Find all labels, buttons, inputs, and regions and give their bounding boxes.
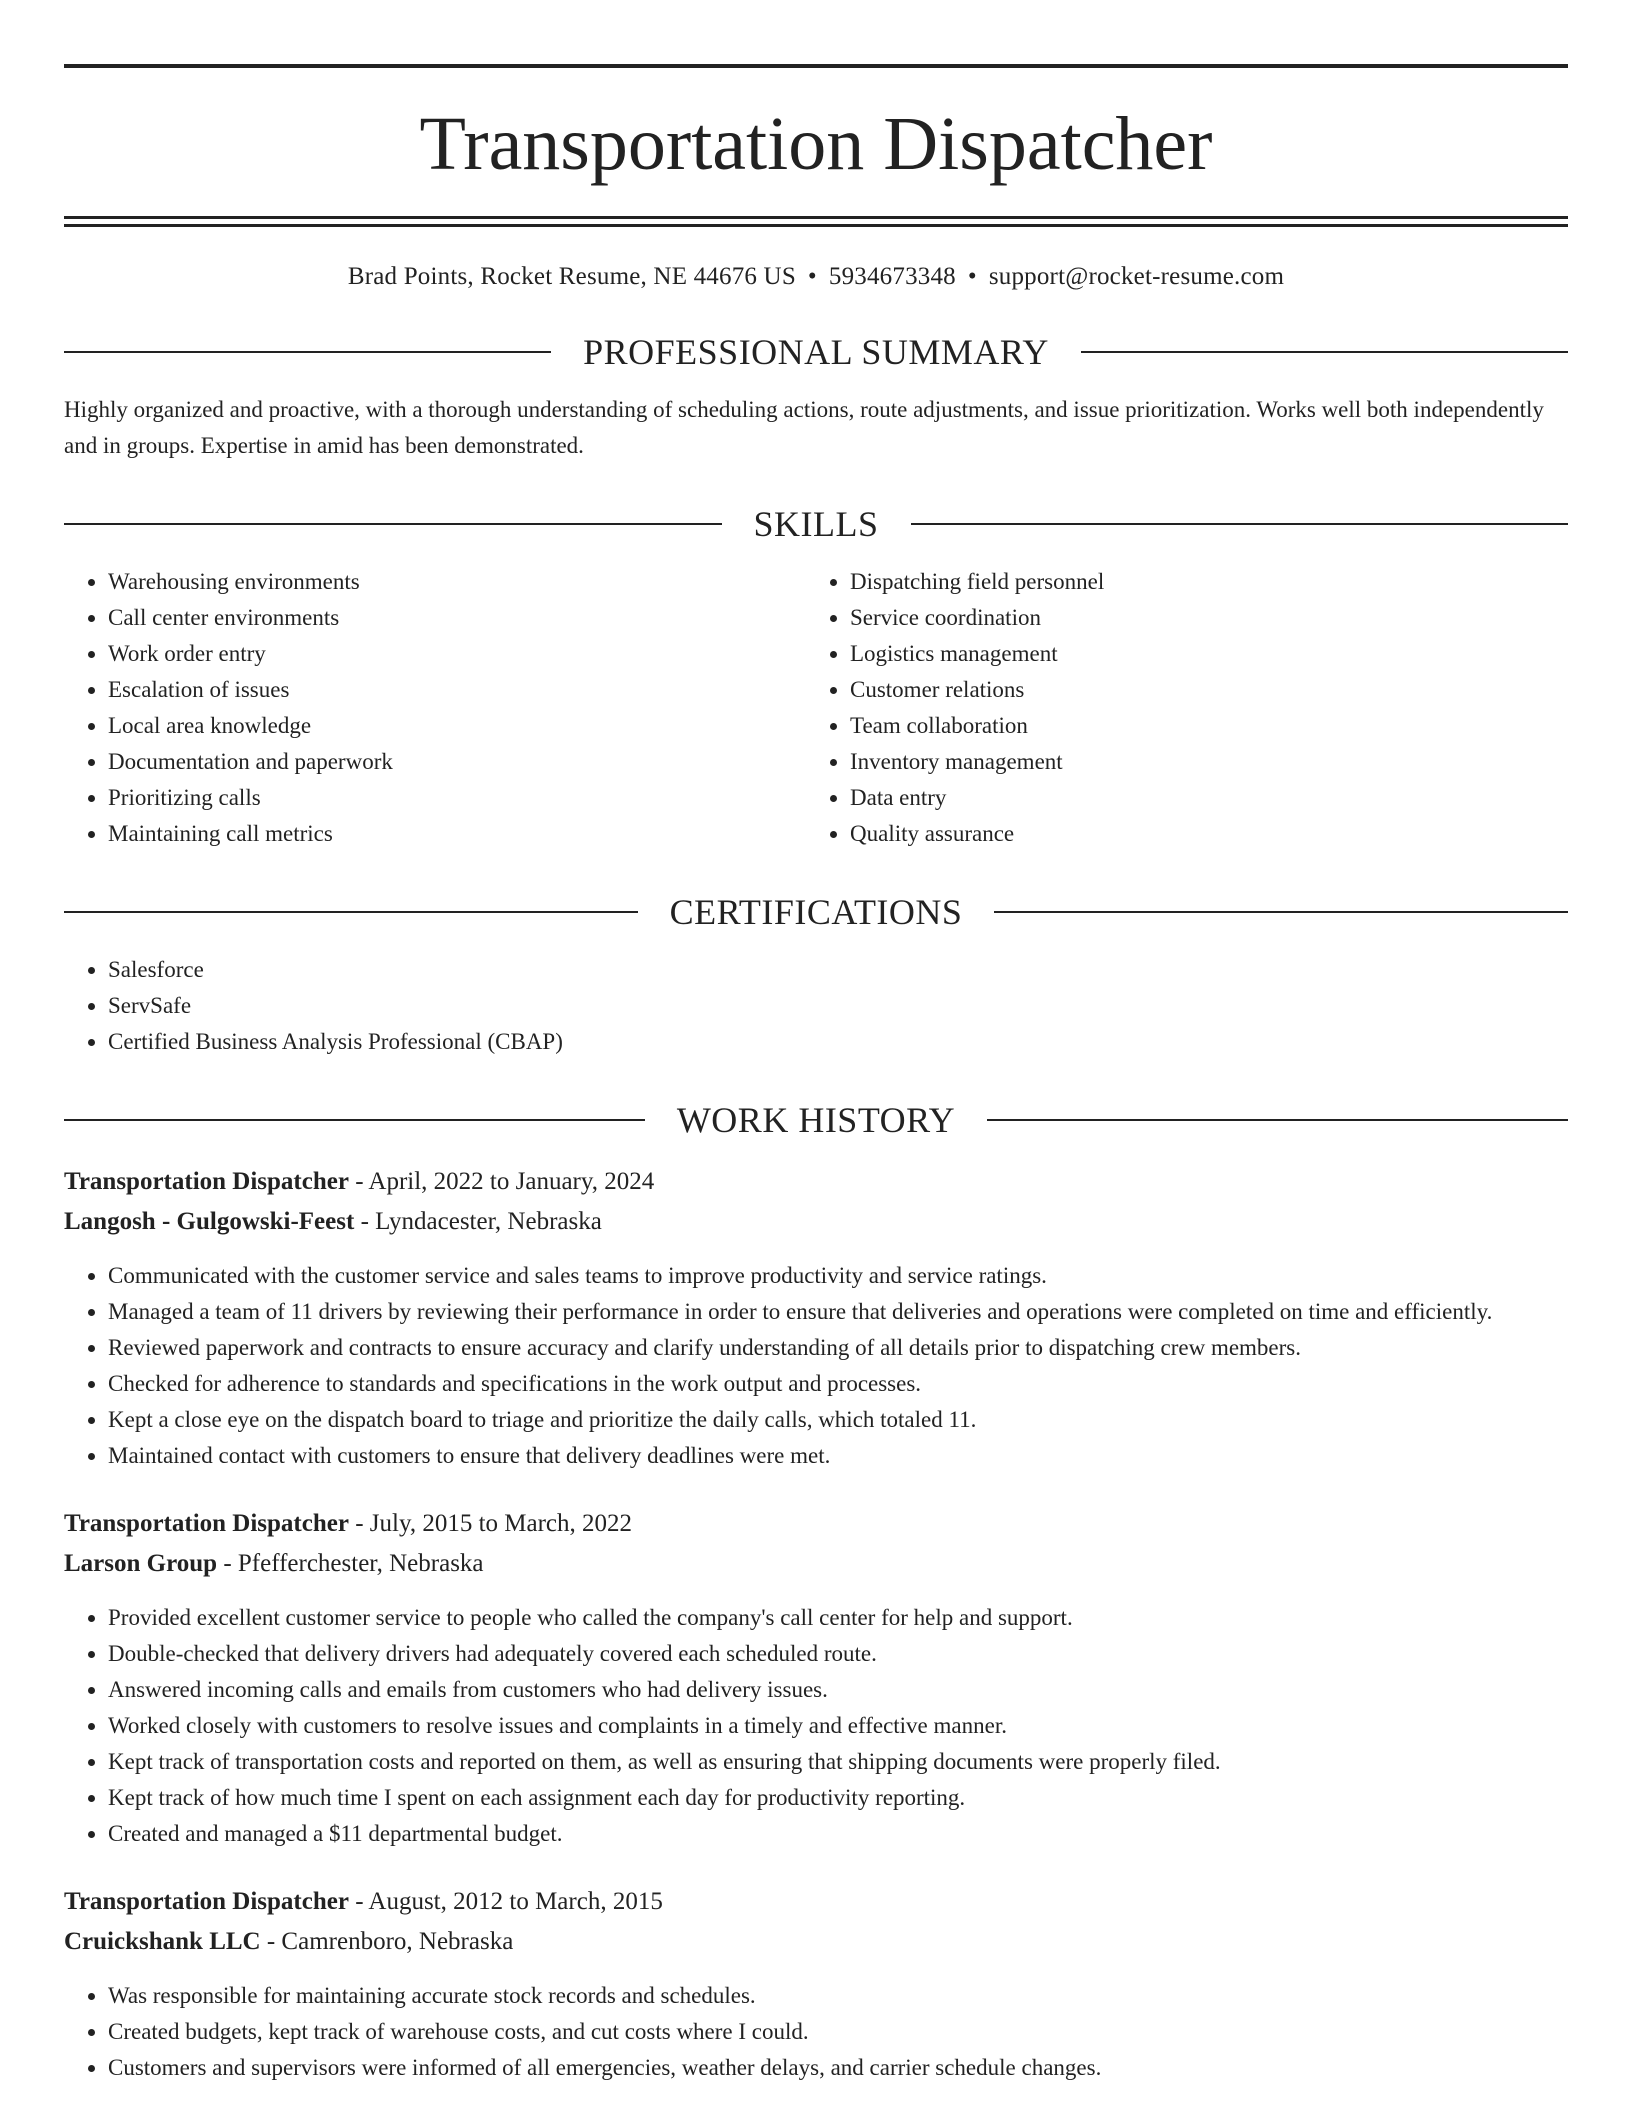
section-heading-skills xyxy=(64,506,1568,542)
top-rule xyxy=(64,64,1568,68)
job-bullet: • Reviewed paperwork and contracts to ensure accuracy and clarify understanding of all details prior to dispatching crew members. xyxy=(108,1330,1568,1366)
skill-item: • Warehousing environments xyxy=(108,564,806,600)
contact-address: Brad Points, Rocket Resume, NE 44676 US xyxy=(347,263,796,290)
contact-line xyxy=(64,262,1568,292)
job-title: Transportation Dispatcher xyxy=(64,1510,349,1537)
job-dates: - August, 2012 to March, 2015 xyxy=(348,1888,663,1915)
skill-item: • Local area knowledge xyxy=(108,708,806,744)
divider-line xyxy=(64,911,638,913)
job-title-line xyxy=(64,1504,1568,1544)
job-bullets xyxy=(64,1258,1568,1474)
contact-phone: 5934673348 xyxy=(828,263,956,290)
skills-list-left xyxy=(64,564,806,852)
section-title: SKILLS xyxy=(753,504,879,544)
certifications-block xyxy=(64,952,1568,1060)
skill-item: • Team collaboration xyxy=(850,708,1548,744)
job-bullet: • Managed a team of 11 drivers by reviewing their performance in order to ensure that deliveries and operations were completed on time and efficiently. xyxy=(108,1294,1568,1330)
job-dates: - April, 2022 to January, 2024 xyxy=(348,1168,655,1195)
skills-column-left xyxy=(64,564,806,852)
divider-line xyxy=(1081,351,1568,353)
skill-item: • Prioritizing calls xyxy=(108,780,806,816)
skills-columns xyxy=(64,564,1568,852)
job-location: - Lyndacester, Nebraska xyxy=(354,1208,602,1235)
divider-line xyxy=(64,523,722,525)
skill-item: • Logistics management xyxy=(850,636,1548,672)
skill-item: • Service coordination xyxy=(850,600,1548,636)
skill-item: • Call center environments xyxy=(108,600,806,636)
contact-separator: • xyxy=(967,263,977,290)
section-title: WORK HISTORY xyxy=(676,1100,956,1140)
job-title: Transportation Dispatcher xyxy=(64,1888,349,1915)
job-bullet: • Kept track of transportation costs and reported on them, as well as ensuring that shipping documents were properly filed. xyxy=(108,1744,1568,1780)
section-heading-certifications xyxy=(64,894,1568,930)
section-heading-summary xyxy=(64,334,1568,370)
job-company-line xyxy=(64,1922,1568,1962)
job-bullet: • Maintained contact with customers to ensure that delivery deadlines were met. xyxy=(108,1438,1568,1474)
job-entry xyxy=(64,1162,1568,1474)
title-double-rule xyxy=(64,216,1568,227)
section-heading-work-history xyxy=(64,1102,1568,1138)
divider-line xyxy=(64,1119,645,1121)
job-bullet: • Answered incoming calls and emails from customers who had delivery issues. xyxy=(108,1672,1568,1708)
job-title-line xyxy=(64,1162,1568,1202)
certification-item: • Salesforce xyxy=(108,952,1568,988)
job-bullet: • Created budgets, kept track of warehouse costs, and cut costs where I could. xyxy=(108,2014,1568,2050)
job-bullet: • Was responsible for maintaining accurate stock records and schedules. xyxy=(108,1978,1568,2014)
job-company-line xyxy=(64,1202,1568,1242)
job-bullet: • Created and managed a $11 departmental budget. xyxy=(108,1816,1568,1852)
job-dates: - July, 2015 to March, 2022 xyxy=(348,1510,633,1537)
job-company: Langosh - Gulgowski-Feest xyxy=(64,1208,355,1235)
skill-item: • Data entry xyxy=(850,780,1548,816)
certification-item: • Certified Business Analysis Professional (CBAP) xyxy=(108,1024,1568,1060)
job-company-line xyxy=(64,1544,1568,1584)
job-title-line xyxy=(64,1882,1568,1922)
skills-column-right xyxy=(806,564,1548,852)
job-bullet: • Kept track of how much time I spent on each assignment each day for productivity reporting. xyxy=(108,1780,1568,1816)
divider-line xyxy=(987,1119,1568,1121)
job-bullet: • Provided excellent customer service to people who called the company's call center for help and support. xyxy=(108,1600,1568,1636)
skill-item: • Maintaining call metrics xyxy=(108,816,806,852)
section-title: CERTIFICATIONS xyxy=(669,892,963,932)
job-entry xyxy=(64,1882,1568,2086)
divider-line xyxy=(64,351,551,353)
contact-separator: • xyxy=(807,263,817,290)
skill-item: • Customer relations xyxy=(850,672,1548,708)
job-entry xyxy=(64,1504,1568,1852)
contact-email: support@rocket-resume.com xyxy=(988,263,1285,290)
resume-title: Transportation Dispatcher xyxy=(419,102,1213,186)
skill-item: • Documentation and paperwork xyxy=(108,744,806,780)
divider-line xyxy=(994,911,1568,913)
section-title: PROFESSIONAL SUMMARY xyxy=(583,332,1049,372)
skill-item: • Work order entry xyxy=(108,636,806,672)
job-bullet: • Double-checked that delivery drivers had adequately covered each scheduled route. xyxy=(108,1636,1568,1672)
job-company: Larson Group xyxy=(64,1550,218,1577)
certifications-list xyxy=(64,952,1568,1060)
skills-list-right xyxy=(806,564,1548,852)
job-bullets xyxy=(64,1600,1568,1852)
skill-item: • Escalation of issues xyxy=(108,672,806,708)
job-location: - Pfefferchester, Nebraska xyxy=(217,1550,484,1577)
job-location: - Camrenboro, Nebraska xyxy=(260,1928,514,1955)
job-title: Transportation Dispatcher xyxy=(64,1168,349,1195)
resume-page xyxy=(64,64,1568,2086)
job-bullet: • Worked closely with customers to resolve issues and complaints in a timely and effective manner. xyxy=(108,1708,1568,1744)
divider-line xyxy=(911,523,1569,525)
job-bullet: • Kept a close eye on the dispatch board to triage and prioritize the daily calls, which totaled 11. xyxy=(108,1402,1568,1438)
skill-item: • Quality assurance xyxy=(850,816,1548,852)
job-bullet: • Checked for adherence to standards and specifications in the work output and processes. xyxy=(108,1366,1568,1402)
skill-item: • Inventory management xyxy=(850,744,1548,780)
skill-item: • Dispatching field personnel xyxy=(850,564,1548,600)
certification-item: • ServSafe xyxy=(108,988,1568,1024)
job-bullets xyxy=(64,1978,1568,2086)
job-company: Cruickshank LLC xyxy=(64,1928,261,1955)
summary-text: Highly organized and proactive, with a thorough understanding of scheduling actions, route adjustments, and issue prioritization. Works well both independently and in groups. Expertise in amid has been demonstrated. xyxy=(64,397,1544,458)
job-bullet: • Customers and supervisors were informed of all emergencies, weather delays, and carrier schedule changes. xyxy=(108,2050,1568,2086)
job-bullet: • Communicated with the customer service and sales teams to improve productivity and service ratings. xyxy=(108,1258,1568,1294)
